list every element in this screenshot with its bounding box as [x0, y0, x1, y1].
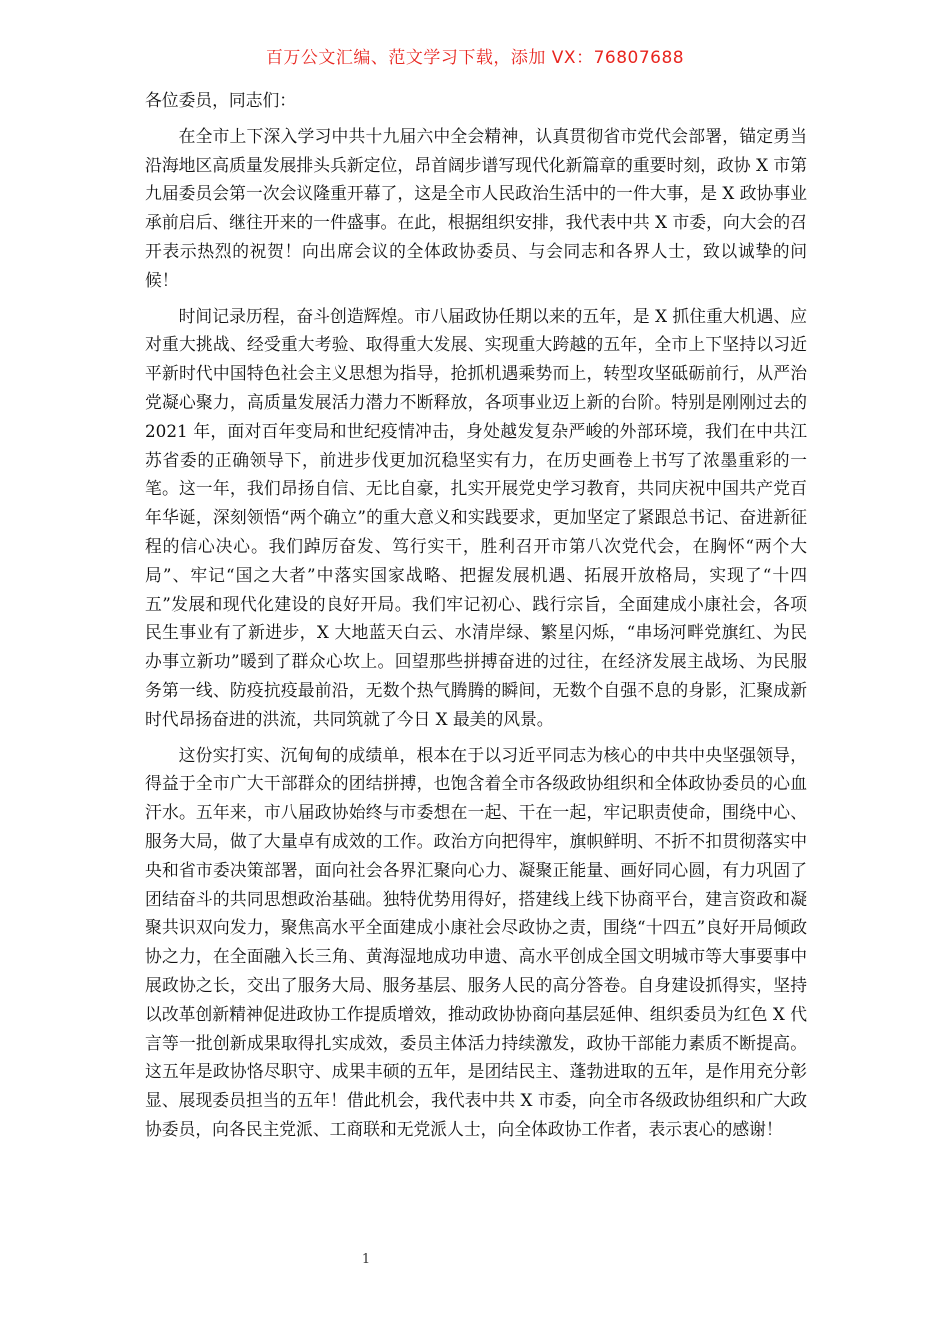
page-number: 1 [361, 1252, 371, 1267]
document-body [145, 86, 807, 1151]
paragraph-3: 这份实打实、沉甸甸的成绩单，根本在于以习近平同志为核心的中共中央坚强领导，得益于全市广大干部群众的团结拼搏，也饱含着全市各级政协组织和全体政协委员的心血汗水。五年来，市八届政协始终与市委想在一起、干在一起，牢记职责使命，围绕中心、服务大局，做了大量卓有成效的工作。政治方向把得牢，旗帜鲜明、不折不扣贯彻落实中央和省市委决策部署，面向社会各界汇聚向心力、凝聚正能量、画好同心圆，有力巩固了团结奋斗的共同思想政治基础。独特优势用得好，搭建线上线下协商平台，建言资政和凝聚共识双向发力，聚焦高水平全面建成小康社会尽政协之责，围绕“十四五”良好开局倾政协之力，在全面融入长三角、黄海湿地成功申遗、高水平创成全国文明城市等大事要事中展政协之长，交出了服务大局、服务基层、服务人民的高分答卷。自身建设抓得实，坚持以改革创新精神促进政协工作提质增效，推动政协协商向基层延伸、组织委员为红色 X 代言等一批创新成果取得扎实成效，委员主体活力持续激发，政协干部能力素质不断提高。这五年是政协恪尽职守、成果丰硕的五年，是团结民主、蓬勃进取的五年，是作用充分彰显、展现委员担当的五年！借此机会，我代表中共 X 市委，向全市各级政协组织和广大政协委员，向各民主党派、工商联和无党派人士，向全体政协工作者，表示衷心的感谢！ [145, 744, 807, 1139]
paragraph-2: 时间记录历程，奋斗创造辉煌。市八届政协任期以来的五年，是 X 抓住重大机遇、应对重大挑战、经受重大考验、取得重大发展、实现重大跨越的五年，全市上下坚持以习近平新时代中国特色社会主义思想为指导，抢抓机遇乘势而上，转型攻坚砥砺前行，从严治党凝心聚力，高质量发展活力潜力不断释放，各项事业迈上新的台阶。特别是刚刚过去的 2021 年，面对百年变局和世纪疫情冲击，身处越发复杂严峻的外部环境，我们在中共江苏省委的正确领导下，前进步伐更加沉稳坚实有力，在历史画卷上书写了浓墨重彩的一笔。这一年，我们昂扬自信、无比自豪，扎实开展党史学习教育，共同庆祝中国共产党百年华诞，深刻领悟“两个确立”的重大意义和实践要求，更加坚定了紧跟总书记、奋进新征程的信心决心。我们踔厉奋发、笃行实干，胜利召开市第八次党代会，在胸怀“两个大局”、牢记“国之大者”中落实国家战略、把握发展机遇、拓展开放格局，实现了“十四五”发展和现代化建设的良好开局。我们牢记初心、践行宗旨，全面建成小康社会，各项民生事业有了新进步，X 大地蓝天白云、水清岸绿、繁星闪烁，“串场河畔党旗红、为民办事立新功”暖到了群众心坎上。回望那些拼搏奋进的过往，在经济发展主战场、为民服务第一线、防疫抗疫最前沿，无数个热气腾腾的瞬间，无数个自强不息的身影，汇聚成新时代昂扬奋进的洪流，共同筑就了今日 X 最美的风景。 [145, 305, 807, 729]
header-banner: 百万公文汇编、范文学习下载，添加 VX：76807688 [265, 48, 685, 68]
salutation: 各位委员，同志们： [145, 90, 297, 110]
paragraph-1: 在全市上下深入学习中共十九届六中全会精神，认真贯彻省市党代会部署，锚定勇当沿海地区高质量发展排头兵新定位，昂首阔步谱写现代化新篇章的重要时刻，政协 X 市第九届委员会第一次会议隆重开幕了，这是全市人民政治生活中的一件大事，是 X 政协事业承前启后、继往开来的一件盛事。在此，根据组织安排，我代表中共 X 市委，向大会的召开表示热烈的祝贺！向出席会议的全体政协委员、与会同志和各界人士，致以诚挚的问候！ [145, 125, 807, 290]
